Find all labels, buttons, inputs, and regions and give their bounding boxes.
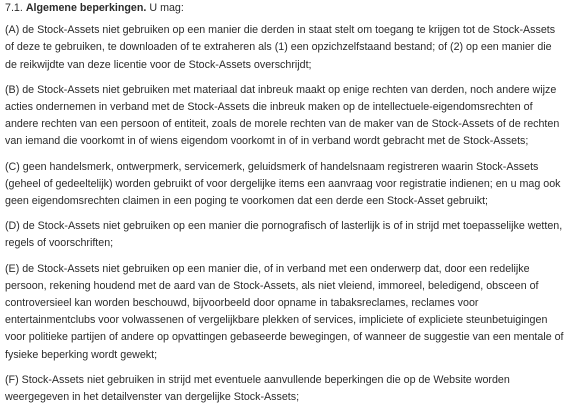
section-heading [5, 0, 564, 17]
paragraph-f: (F) Stock-Assets niet gebruiken in strijd met eventuele aanvullende beperkingen die op de Website worden weergegeven in het detailvenster van dergelijke Stock-Assets; [5, 373, 510, 404]
paragraph-b: (B) de Stock-Assets niet gebruiken met materiaal dat inbreuk maakt op enige rechten van derden, noch andere wijze acties ondernemen in verband met de Stock-Assets die inbreuk maken op de intellectuele-eigendomsrechten of andere rechten van een persoon of entiteit, zoals de morele rechten van de maker van de Stock-Assets of de rechten van iemand die voorkomt in of wiens eigendom voorkomt in of in verband wordt gebracht met de Stock-Assets; [5, 83, 560, 148]
paragraph-a: (A) de Stock-Assets niet gebruiken op een manier die derden in staat stelt om toegang te krijgen tot de Stock-Assets of deze te gebruiken, te downloaden of te extraheren als (1) een opzichzelfstaand bestand; of (2) op een manier die de reikwijdte van deze licentie voor de Stock-Assets overschrijdt; [5, 24, 556, 71]
section-number: 7.1. [5, 2, 23, 14]
section-intro: U mag: [149, 2, 184, 14]
section-title: Algemene beperkingen. [25, 2, 147, 14]
paragraph-c: (C) geen handelsmerk, ontwerpmerk, servicemerk, geluidsmerk of handelsnaam registreren waarin Stock-Assets (geheel of gedeeltelijk) worden gebruikt of voor dergelijke items een aanvraag voor registratie indienen; en u mag ook geen eigendomsrechten claimen in een poging te voorkomen dat een derde een Stock-Asset gebruikt; [5, 160, 561, 208]
paragraph-d: (D) de Stock-Assets niet gebruiken op een manier die pornografisch of lasterlijk is of in strijd met toepasselijke wetten, regels of voorschriften; [5, 220, 563, 250]
paragraph-e: (E) de Stock-Assets niet gebruiken op een manier die, of in verband met een onderwerp dat, door een redelijke persoon, rekening houdend met de aard van de Stock-Assets, als niet vleiend, immoreel, beledigend, obsceen of controversieel kan worden beschouwd, bijvoorbeeld door opname in tabaksreclames, reclames voor entertainmentclubs voor volwassenen of vergelijkbare plekken of services, impliciete of expliciete steunbetuigingen voor politieke partijen of andere op opvattingen gebaseerde bewegingen, of wanneer de suggestie van een mentale of fysieke beperking wordt gewekt; [5, 262, 564, 361]
